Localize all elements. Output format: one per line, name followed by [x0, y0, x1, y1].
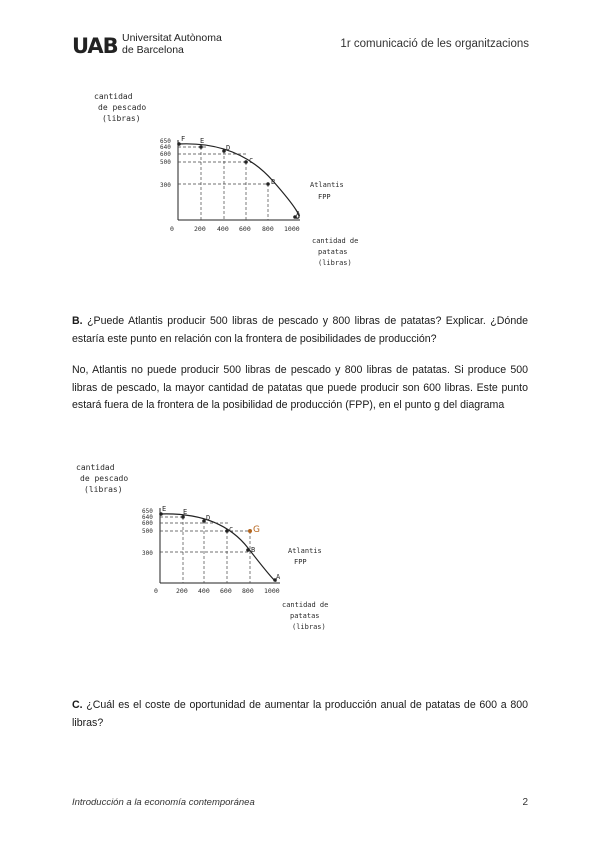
x-axis-label-2: [282, 601, 328, 631]
y-axis-label-2: [76, 463, 128, 494]
y-label-line3: (libras): [102, 114, 141, 123]
y-tick-600: 600: [160, 151, 171, 158]
letter-2-a: A: [276, 573, 281, 581]
y-tick-2-600: 600: [142, 520, 153, 527]
y-tick-2-500: 500: [142, 528, 153, 535]
letter-2-e1: E: [162, 505, 167, 513]
x-label-line3: (libras): [318, 259, 352, 267]
ppf-diagram-1: [88, 85, 388, 275]
x-tick-2-600: 600: [220, 587, 232, 595]
y-label-2-line2: de pescado: [80, 474, 129, 483]
question-c: [72, 697, 528, 732]
point-letters: [181, 135, 301, 218]
x-label-2-line1: cantidad de: [282, 601, 329, 609]
x-tick-600: 600: [239, 225, 251, 233]
ppf-diagram-2: [70, 460, 370, 640]
answer-b: No, Atlantis no puede producir 500 libras de pescado y 800 libras de patatas. Si produce 500 libras de pescado, la mayor cantidad de patatas que puede producir son 600 libras. Este punto estará fuera de la frontera de la posibilidad de producción (FPP), en el punto g del diagrama: [72, 364, 528, 411]
x-tick-400: 400: [217, 225, 229, 233]
course-title: 1r comunicació de les organitzacions: [340, 38, 529, 50]
letter-2-b: B: [251, 546, 256, 554]
point-2-b: [246, 548, 250, 552]
x-tick-800: 800: [262, 225, 274, 233]
letter-f: F: [181, 135, 186, 143]
university-name-line2: de Barcelona: [122, 44, 184, 56]
x-tick-1000: 1000: [284, 225, 300, 233]
ppf-points-2: [159, 512, 277, 582]
x-tick-2-800: 800: [242, 587, 254, 595]
y-tick-640: 640: [160, 144, 171, 151]
ppf-curve: [178, 144, 299, 218]
y-axis-label: [94, 92, 146, 123]
curve-label-2-line1: Atlantis: [288, 547, 322, 555]
y-label-2-line3: (libras): [84, 485, 123, 494]
question-b-label: B.: [72, 315, 83, 327]
university-name: [122, 32, 222, 56]
point-letters-2: [162, 505, 281, 581]
letter-2-g: G: [253, 525, 260, 535]
letter-a: A: [296, 210, 301, 218]
point-2-g: [248, 529, 252, 533]
x-tick-2-400: 400: [198, 587, 210, 595]
letter-2-d: D: [206, 514, 211, 522]
y-tick-300: 300: [160, 182, 171, 189]
letter-2-e: E: [183, 508, 188, 516]
x-tick-labels-2: [154, 587, 280, 595]
question-b: [72, 313, 528, 348]
letter-d: D: [226, 144, 231, 152]
y-tick-2-650: 650: [142, 508, 153, 515]
ppf-curve-2: [160, 514, 276, 581]
question-c-text: ¿Cuál es el coste de oportunidad de aumentar la producción anual de patatas de 600 a 800 libras?: [72, 699, 528, 729]
university-name-line1: Universitat Autònoma: [122, 32, 222, 44]
x-label-line1: cantidad de: [312, 237, 359, 245]
x-tick-2-0: 0: [154, 587, 158, 595]
x-axis-label: [312, 237, 358, 267]
curve-label-line1: Atlantis: [310, 181, 344, 189]
curve-label-line2: FPP: [318, 193, 331, 201]
guide-lines: [178, 147, 268, 220]
curve-label: [310, 181, 344, 201]
letter-2-c: C: [229, 526, 234, 534]
uab-logo: UAB: [72, 34, 118, 58]
x-label-2-line2: patatas: [290, 612, 320, 620]
y-label-line1: cantidad: [94, 92, 133, 101]
point-e: [199, 145, 203, 149]
y-tick-2-300: 300: [142, 550, 153, 557]
x-tick-200: 200: [194, 225, 206, 233]
y-tick-500: 500: [160, 159, 171, 166]
question-c-label: C.: [72, 699, 83, 711]
y-tick-2-640: 640: [142, 514, 153, 521]
y-tick-labels-2: [142, 508, 153, 557]
letter-e: E: [200, 137, 205, 145]
point-c: [244, 160, 248, 164]
guide-lines-2: [160, 517, 250, 583]
y-label-2-line1: cantidad: [76, 463, 115, 472]
x-label-line2: patatas: [318, 248, 348, 256]
y-tick-650: 650: [160, 138, 171, 145]
question-b-text: ¿Puede Atlantis producir 500 libras de pescado y 800 libras de patatas? Explicar. ¿Dónde estaría este punto en relación con la frontera de posibilidades de producción?: [72, 315, 529, 345]
x-tick-0: 0: [170, 225, 174, 233]
point-b: [266, 182, 270, 186]
curve-label-2: [288, 547, 322, 566]
x-tick-2-200: 200: [176, 587, 188, 595]
x-tick-2-1000: 1000: [264, 587, 280, 595]
page-number: 2: [522, 797, 528, 808]
curve-label-2-line2: FPP: [294, 558, 307, 566]
y-label-line2: de pescado: [98, 103, 147, 112]
letter-c: C: [249, 157, 254, 165]
footer-title: Introducción a la economía contemporánea: [72, 797, 255, 808]
letter-b: B: [271, 178, 276, 186]
x-tick-labels: [170, 225, 300, 233]
page-header: [0, 0, 600, 70]
x-label-2-line3: (libras): [292, 623, 326, 631]
y-tick-labels: [160, 138, 171, 189]
